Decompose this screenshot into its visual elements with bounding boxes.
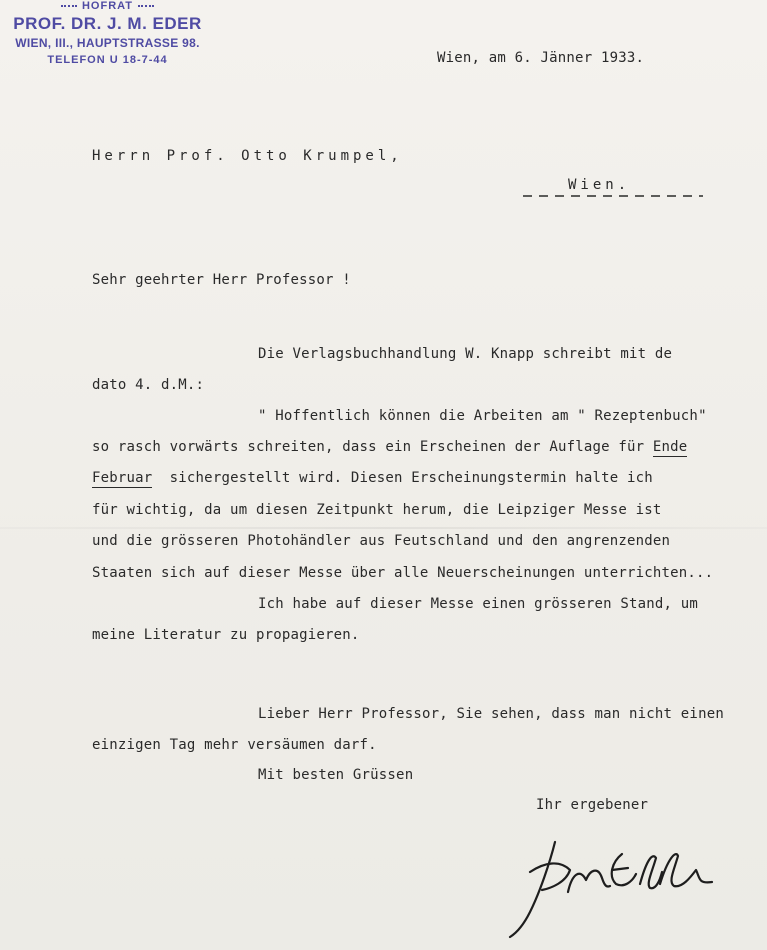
- body-line-6: für wichtig, da um diesen Zeitpunkt herum, die Leipziger Messe ist: [92, 502, 662, 518]
- body-line-5: [92, 470, 653, 486]
- letterhead-phone: TELEFON U 18-7-44: [47, 54, 168, 66]
- letterhead-address: WIEN, III., HAUPTSTRASSE 98.: [15, 36, 200, 50]
- letterhead-title-row: [0, 0, 215, 12]
- recipient-city: Wien.: [568, 177, 631, 193]
- closing-line-2: einzigen Tag mehr versäumen darf.: [92, 737, 377, 753]
- underlined-februar: Februar: [92, 470, 153, 486]
- body-line-7: und die grösseren Photohändler aus Feutschland und den angrenzenden: [92, 533, 671, 549]
- stamp-dash-right: [138, 5, 154, 7]
- closing-line-1: Lieber Herr Professor, Sie sehen, dass man nicht einen: [258, 706, 724, 722]
- letterhead-name: PROF. DR. J. M. EDER: [13, 14, 202, 33]
- stamp-dash-left: [61, 5, 77, 7]
- body-line-3: " Hoffentlich können die Arbeiten am " Rezeptenbuch": [258, 408, 707, 424]
- closing-ihr-ergebener: Ihr ergebener: [536, 797, 649, 813]
- letterhead-title: HOFRAT: [81, 0, 133, 12]
- paper-fold-line: [0, 527, 767, 529]
- closing-greeting: Mit besten Grüssen: [258, 767, 414, 783]
- body-line-4-text: so rasch vorwärts schreiten, dass ein Erscheinen der Auflage für: [92, 439, 645, 455]
- date-line: Wien, am 6. Jänner 1933.: [437, 50, 645, 66]
- address-underline-dashes: [523, 193, 703, 199]
- handwritten-signature: [500, 832, 720, 942]
- body-line-9: Ich habe auf dieser Messe einen grösseren Stand, um: [258, 596, 699, 612]
- body-line-1: Die Verlagsbuchhandlung W. Knapp schreibt mit de: [258, 346, 673, 362]
- letterhead-stamp: [0, 0, 215, 72]
- recipient-name: Herrn Prof. Otto Krumpel,: [92, 148, 403, 164]
- salutation: Sehr geehrter Herr Professor !: [92, 272, 351, 288]
- body-line-10: meine Literatur zu propagieren.: [92, 627, 360, 643]
- body-line-5-text: sichergestellt wird. Diesen Erscheinungstermin halte ich: [169, 470, 653, 486]
- body-line-4: [92, 439, 687, 455]
- body-line-2: dato 4. d.M.:: [92, 377, 205, 393]
- underlined-ende: Ende: [652, 439, 688, 455]
- body-line-8: Staaten sich auf dieser Messe über alle Neuerscheinungen unterrichten...: [92, 565, 714, 581]
